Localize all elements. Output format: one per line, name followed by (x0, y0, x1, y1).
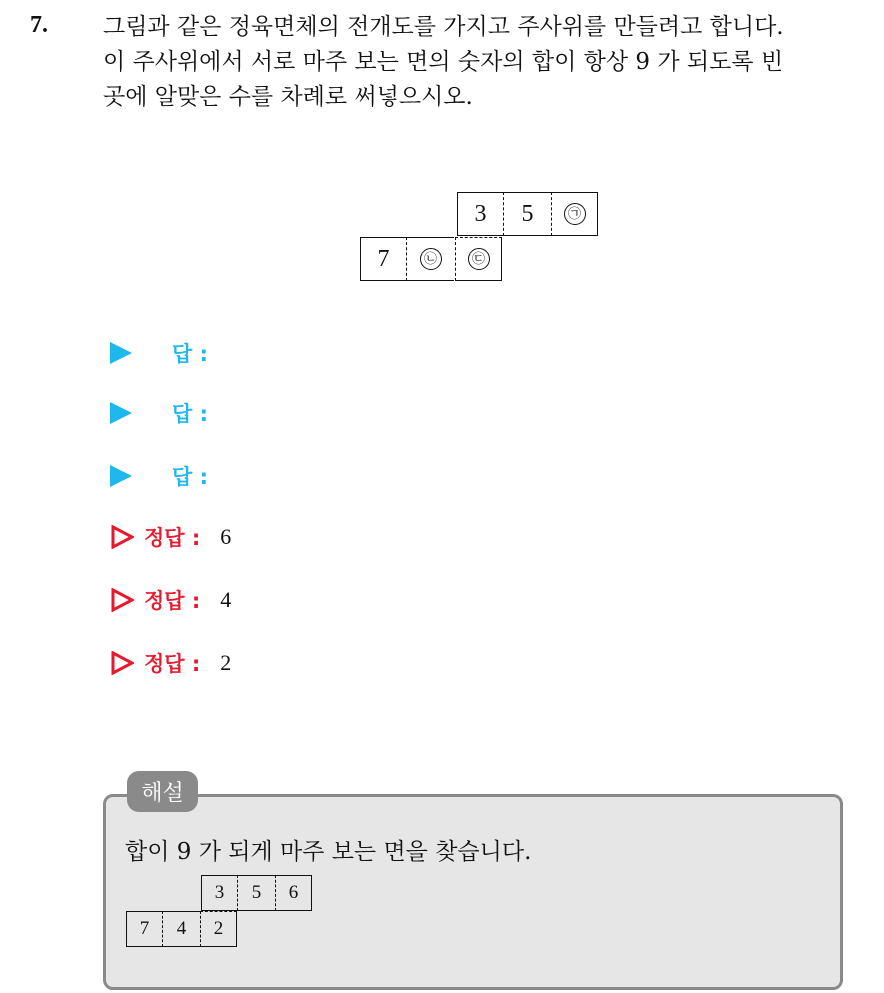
net-bottom-cell-3 (455, 237, 502, 281)
correct-row-2 (110, 585, 231, 615)
question-line-3: 곳에 알맞은 수를 차례로 써넣으시오. (103, 84, 473, 110)
correct-row-1 (110, 522, 231, 552)
filled-triangle-icon (110, 342, 132, 364)
answer-label: 답 : (172, 402, 208, 426)
question-line-1: 그림과 같은 정육면체의 전개도를 가지고 주사위를 만들려고 합니다. (103, 14, 784, 40)
net-top-cell-1: 3 (457, 192, 504, 236)
answer-row-1[interactable] (110, 338, 208, 368)
exp-top-cell-3: 6 (275, 875, 312, 911)
correct-label: 정답 : (144, 526, 201, 550)
correct-value: 2 (220, 650, 232, 675)
explanation-text: 합이 9 가 되게 마주 보는 면을 찾습니다. (125, 839, 532, 865)
correct-label: 정답 : (144, 652, 201, 676)
outline-triangle-icon (110, 525, 134, 549)
correct-value: 4 (220, 587, 232, 612)
explanation-tab: 해설 (127, 771, 198, 812)
exp-bottom-cell-3: 2 (200, 911, 237, 947)
answer-label: 답 : (172, 342, 208, 366)
question-number: 7. (30, 12, 48, 38)
answer-row-3[interactable] (110, 461, 208, 491)
correct-row-3 (110, 648, 231, 678)
correct-value: 6 (220, 524, 232, 549)
answer-label: 답 : (172, 465, 208, 489)
net-top-cell-3 (551, 192, 598, 236)
outline-triangle-icon (110, 651, 134, 675)
filled-triangle-icon (110, 402, 132, 424)
answer-row-2[interactable] (110, 398, 208, 428)
net-bottom-cell-2 (407, 237, 454, 281)
correct-label: 정답 : (144, 589, 201, 613)
net-blank-a: ㉠ (564, 203, 586, 225)
exp-top-cell-2: 5 (238, 875, 275, 911)
net-top-cell-2: 5 (504, 192, 551, 236)
exp-top-cell-1: 3 (201, 875, 238, 911)
question-line-2: 이 주사위에서 서로 마주 보는 면의 숫자의 합이 항상 9 가 되도록 빈 (103, 49, 784, 75)
net-bottom-cell-1: 7 (360, 237, 407, 281)
exp-bottom-cell-2: 4 (163, 911, 200, 947)
net-blank-c: ㉢ (468, 248, 490, 270)
outline-triangle-icon (110, 588, 134, 612)
question-text (103, 10, 873, 115)
exp-bottom-cell-1: 7 (126, 911, 163, 947)
filled-triangle-icon (110, 465, 132, 487)
net-blank-b: ㉡ (420, 248, 442, 270)
